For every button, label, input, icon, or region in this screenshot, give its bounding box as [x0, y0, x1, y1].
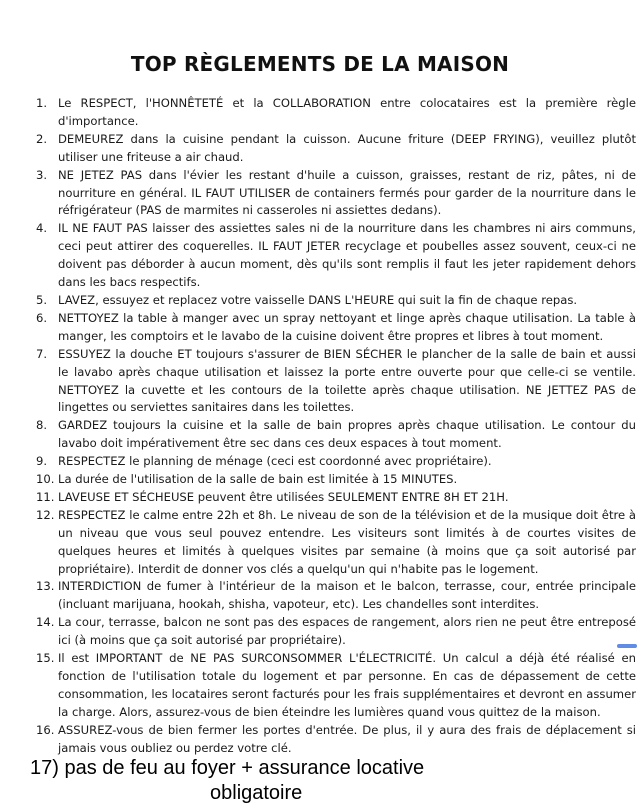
rule-item — [36, 578, 636, 614]
rule-text: NETTOYEZ la table à manger avec un spray nettoyant et linge après chaque utilisation. La table à manger, les comptoirs et le lavabo de la cuisine doivent être propres et libres à tout moment. — [58, 310, 636, 343]
rule-item — [36, 417, 636, 453]
note-line-1: 17) pas de feu au foyer + assurance locative — [30, 757, 425, 779]
rule-item — [36, 722, 636, 758]
rule-number: 16. — [36, 722, 55, 737]
rule-item — [36, 131, 636, 167]
rule-number: 5. — [36, 292, 48, 307]
rule-number: 13. — [36, 579, 55, 594]
rule-text: IL NE FAUT PAS laisser des assiettes sales ni de la nourriture dans les chambres ni airs communs, ceci peut attirer des coquerelles. IL FAUT JETER recyclage et poubelles assez souvent, ceux-ci ne doivent pas déborder à aucun moment, dès qu'ils sont remplis il faut les jeter rapidement dehors dans les bacs respectifs. — [58, 221, 636, 290]
rule-item — [36, 292, 636, 310]
rule-item — [36, 346, 636, 418]
rule-item — [36, 453, 636, 471]
rule-text: RESPECTEZ le calme entre 22h et 8h. Le niveau de son de la télévision et de la musique doit être à un niveau que vous seul pouvez entendre. Les visiteurs sont limités à de courtes visites de quelques heures et limités à quelques visites par semaine (à moins que ça soit autorisé par propriétaire). Interdit de donner vos clés a quelqu'un qui n'habite pas le logement. — [58, 507, 636, 576]
rule-item — [36, 471, 636, 489]
rule-text: DEMEUREZ dans la cuisine pendant la cuisson. Aucune friture (DEEP FRYING), veuillez plutôt utiliser une friteuse a air chaud. — [58, 131, 636, 164]
page-title: TOP RÈGLEMENTS DE LA MAISON — [130, 52, 510, 76]
rule-number: 4. — [36, 221, 48, 236]
rule-text: RESPECTEZ le planning de ménage (ceci est coordonné avec propriétaire). — [58, 454, 492, 469]
rule-number: 8. — [36, 418, 48, 433]
rule-number: 11. — [36, 489, 55, 504]
rule-text: Il est IMPORTANT de NE PAS SURCONSOMMER L'ÉLECTRICITÉ. Un calcul a déjà été réalisé en fonction de l'utilisation totale du logement et par personne. En cas de dépassement de cette consommation, les locataires seront facturés pour les frais supplémentaires et devront en assumer la charge. Alors, assurez-vous de bien éteindre les lumières quand vous quittez de la maison. — [58, 651, 636, 719]
rule-item — [36, 507, 636, 579]
rules-list — [36, 95, 636, 758]
rule-text: Le RESPECT, l'HONNÊTETÉ et la COLLABORATION entre colocataires est la première règle d'importance. — [58, 96, 636, 128]
rule-number: 7. — [36, 346, 48, 361]
note-line-2: obligatoire — [210, 782, 303, 804]
rule-text: La cour, terrasse, balcon ne sont pas des espaces de rangement, alors rien ne peut être entreposé ici (à moins que ça soit autorisé par propriétaire). — [58, 615, 636, 648]
rule-item — [36, 220, 636, 292]
rule-number: 14. — [36, 615, 55, 630]
rule-text: LAVEZ, essuyez et replacez votre vaisselle DANS L'HEURE qui suit la fin de chaque repas. — [58, 292, 578, 307]
rule-text: ASSUREZ-vous de bien fermer les portes d'entrée. De plus, il y aura des frais de déplacement si jamais vous oubliez ou perdez votre clé. — [58, 722, 636, 755]
handwritten-note — [0, 756, 640, 806]
rule-item — [36, 95, 636, 131]
rule-item — [36, 167, 636, 221]
rule-text: La durée de l'utilisation de la salle de bain est limitée à 15 MINUTES. — [58, 472, 458, 487]
rule-number: 2. — [36, 131, 48, 146]
rule-text: ESSUYEZ la douche ET toujours s'assurer de BIEN SÉCHER le plancher de la salle de bain et aussi le lavabo après chaque utilisation et laissez la porte entre ouverte pour que celle-ci se ventile. NETTOYEZ la cuvette et les contours de la toilette après chaque utilisation. NE JETTEZ PAS de lingettes ou serviettes sanitaires dans les toilettes. — [58, 346, 636, 415]
rule-item — [36, 650, 636, 722]
rule-item — [36, 489, 636, 507]
rule-text: NE JETEZ PAS dans l'évier les restant d'huile a cuisson, graisses, restant de riz, pâtes, ni de nourriture en général. IL FAUT UTILISER de containers fermés pour garder de la nourriture dans le réfrigérateur (PAS de marmites ni casseroles ni assiettes dedans). — [58, 167, 636, 218]
rule-number: 6. — [36, 310, 48, 325]
highlight-mark — [617, 644, 637, 648]
rule-text: INTERDICTION de fumer à l'intérieur de la maison et le balcon, terrasse, cour, entrée principale (incluant marijuana, hookah, shisha, vapoteur, etc). Les chandelles sont interdites. — [58, 579, 636, 612]
rule-number: 9. — [36, 454, 48, 469]
rule-item — [36, 614, 636, 650]
rule-number: 1. — [36, 96, 48, 110]
rule-item — [36, 310, 636, 346]
rule-text: LAVEUSE ET SÉCHEUSE peuvent être utilisées SEULEMENT ENTRE 8H ET 21H. — [58, 489, 509, 504]
rule-number: 10. — [36, 472, 55, 487]
rule-number: 12. — [36, 507, 55, 522]
rule-text: GARDEZ toujours la cuisine et la salle de bain propres après chaque utilisation. Le contour du lavabo doit impérativement être sec dans ces deux espaces à tout moment. — [58, 418, 636, 451]
rule-number: 3. — [36, 167, 48, 182]
rule-number: 15. — [36, 651, 55, 666]
